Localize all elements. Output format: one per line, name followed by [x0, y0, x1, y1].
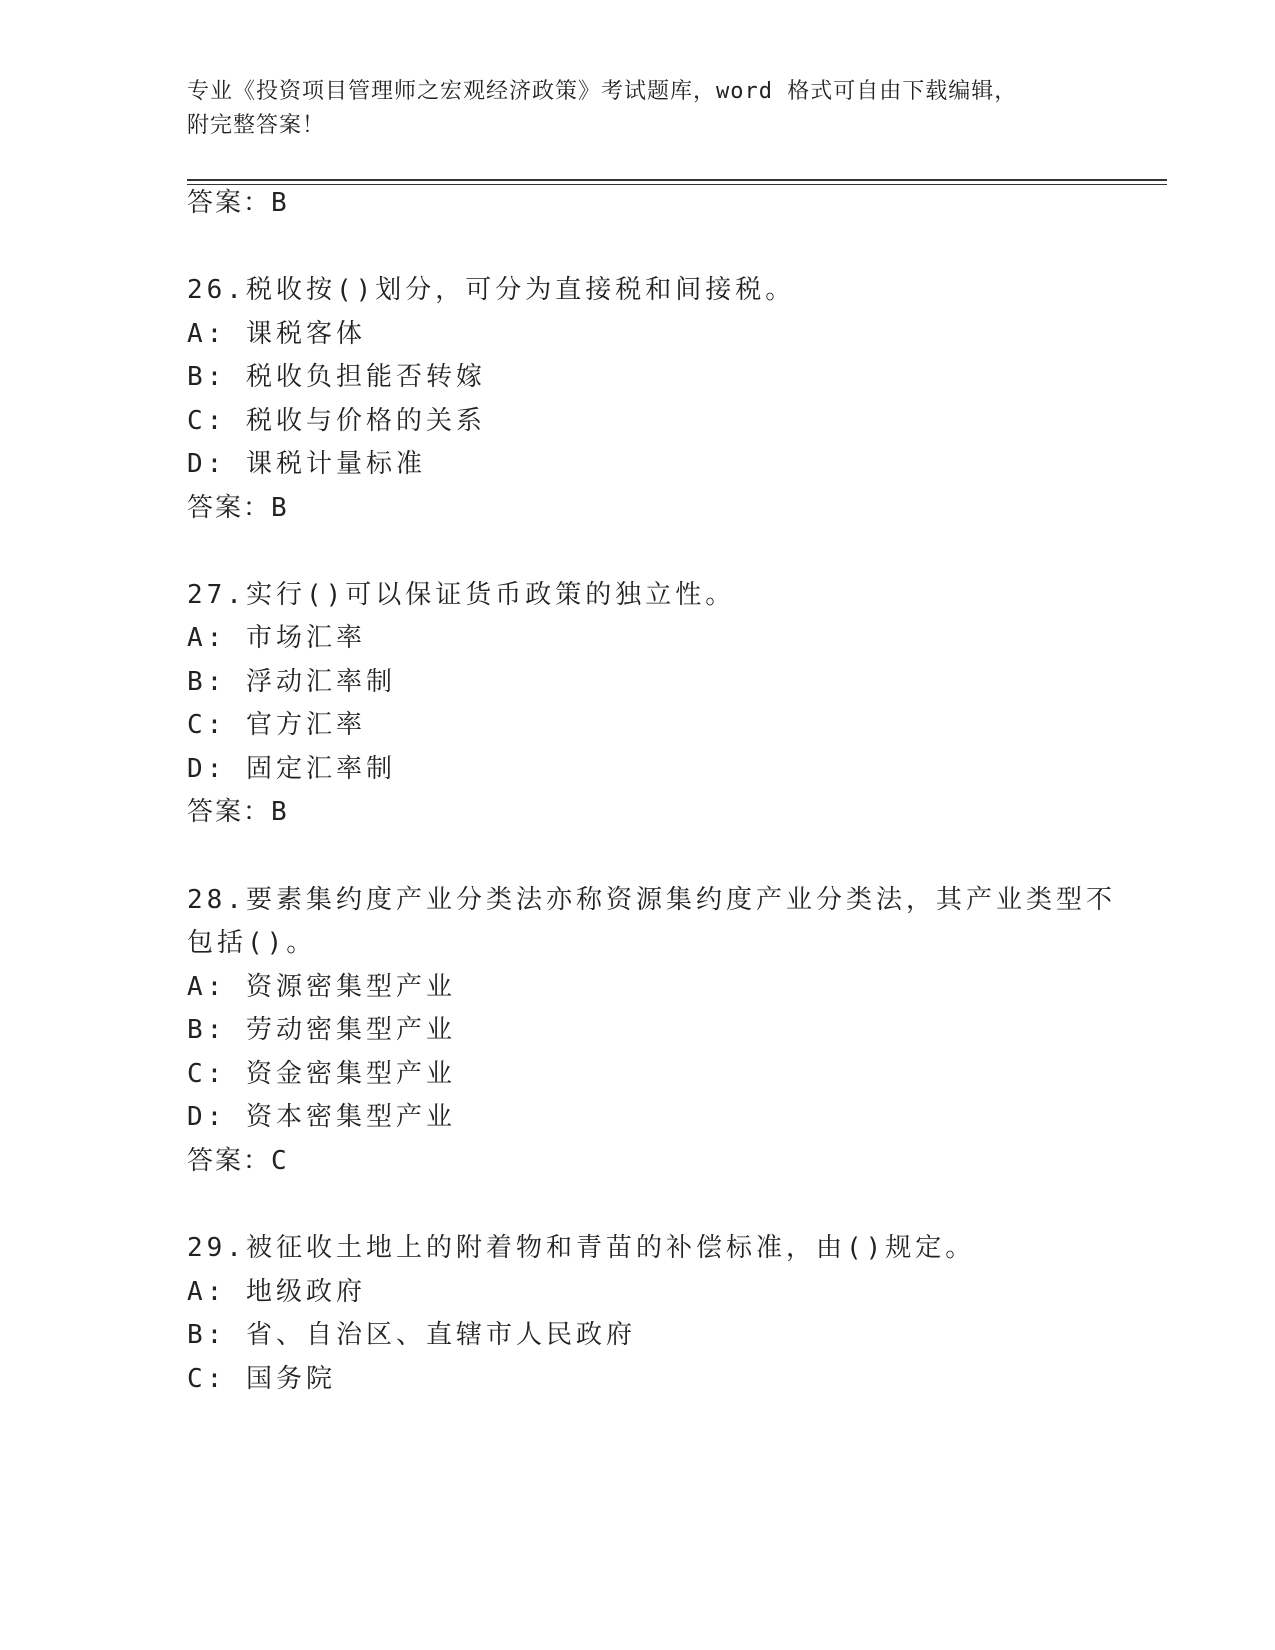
- question-28-option-d: D: 资本密集型产业: [187, 1102, 456, 1132]
- question-28-stem-line-2: 包括()。: [187, 928, 317, 958]
- question-29-stem: 29.被征收土地上的附着物和青苗的补偿标准，由()规定。: [187, 1233, 976, 1263]
- question-27-option-c: C: 官方汇率: [187, 710, 366, 740]
- question-26-stem: 26.税收按()划分，可分为直接税和间接税。: [187, 275, 796, 305]
- question-27-option-d: D: 固定汇率制: [187, 754, 396, 784]
- question-26-option-b: B: 税收负担能否转嫁: [187, 362, 486, 392]
- header-line-1: 专业《投资项目管理师之宏观经济政策》考试题库，word 格式可自由下载编辑，: [187, 79, 1018, 104]
- question-26-option-c: C: 税收与价格的关系: [187, 406, 486, 436]
- question-28-option-a: A: 资源密集型产业: [187, 972, 456, 1002]
- question-26-answer: 答案：B: [187, 493, 289, 523]
- question-28-answer: 答案：C: [187, 1146, 289, 1176]
- question-27-option-a: A: 市场汇率: [187, 623, 366, 653]
- question-28-option-b: B: 劳动密集型产业: [187, 1015, 456, 1045]
- question-26-option-d: D: 课税计量标准: [187, 449, 426, 479]
- question-27-answer: 答案：B: [187, 797, 289, 827]
- header-line-2: 附完整答案！: [187, 113, 326, 138]
- header-divider-thin: [187, 184, 1167, 185]
- question-27-stem: 27.实行()可以保证货币政策的独立性。: [187, 580, 736, 610]
- question-28-option-c: C: 资金密集型产业: [187, 1059, 456, 1089]
- document-page: [187, 0, 1167, 1650]
- question-28-stem-line-1: 28.要素集约度产业分类法亦称资源集约度产业分类法，其产业类型不: [187, 885, 1116, 915]
- question-27-option-b: B: 浮动汇率制: [187, 667, 396, 697]
- header-divider-thick: [187, 179, 1167, 181]
- answer-line: 答案：B: [187, 188, 289, 218]
- question-29-option-a: A: 地级政府: [187, 1277, 366, 1307]
- document-header: [187, 75, 1067, 143]
- question-26-option-a: A: 课税客体: [187, 319, 366, 349]
- question-29-option-b: B: 省、自治区、直辖市人民政府: [187, 1320, 636, 1350]
- question-29-option-c: C: 国务院: [187, 1364, 336, 1394]
